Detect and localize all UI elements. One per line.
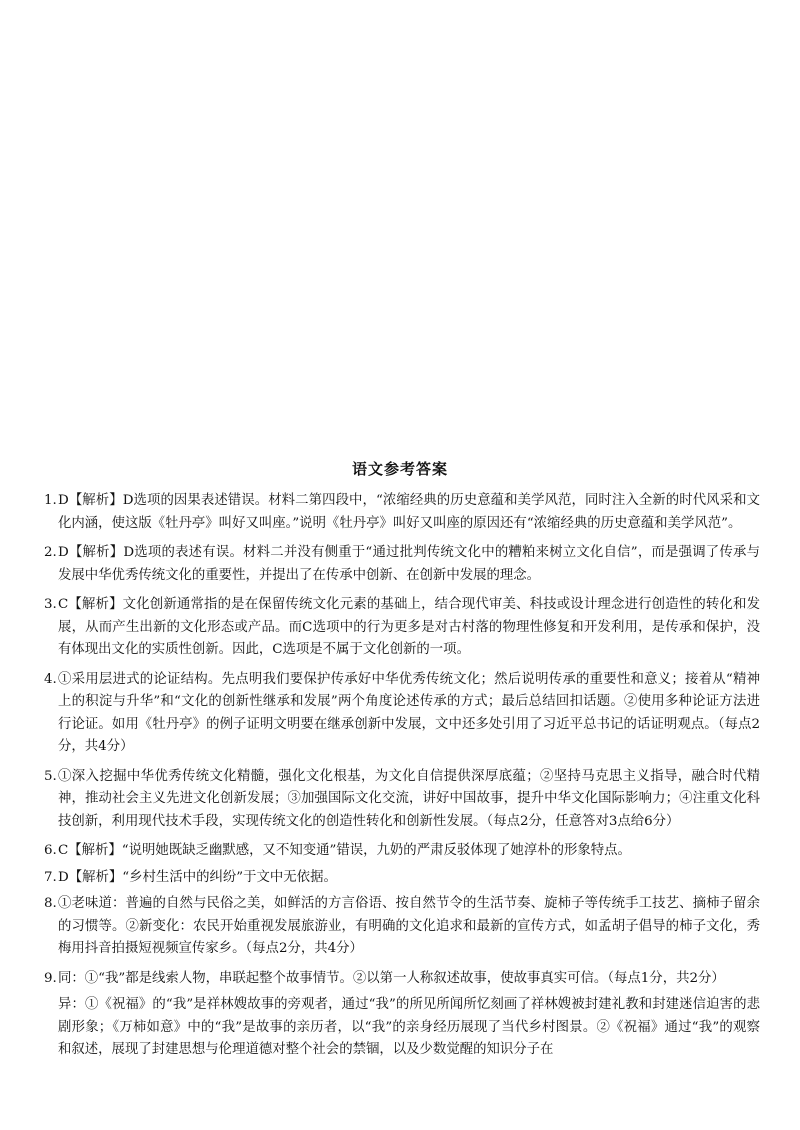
- answer-number: 5.: [44, 768, 57, 784]
- answer-number: 1.: [44, 493, 57, 508]
- answer-text: C【解析】文化创新通常指的是在保留传统文化元素的基础上，结合现代审美、科技或设计理念进行创造性的转化和发展，从而产生出新的文化形态或产品。而C选项中的行为更多是对古村落的物理性修复和开发利用，是传承和保护，没有体现出文化的实质性创新。因此，C选项是不属于文化创新的一项。: [58, 597, 760, 657]
- answer-item-8: [44, 893, 760, 961]
- answer-number: 2.: [44, 545, 57, 560]
- answer-item-4: [44, 669, 760, 759]
- answer-text: D【解析】D选项的表述有误。材料二并没有侧重于“通过批判传统文化中的糟粕来树立文化自信”，而是强调了传承与发展中华优秀传统文化的重要性，并提出了在传承中创新、在创新中发展的理念。: [58, 545, 760, 583]
- answer-text: C【解析】“说明她既缺乏幽默感，又不知变通”错误，九奶的严肃反驳体现了她淳朴的形象特点。: [58, 843, 631, 858]
- answer-item-2: [44, 542, 760, 587]
- answer-item-1: [44, 490, 760, 535]
- page-title: 语文参考答案: [351, 460, 448, 478]
- answer-text: D【解析】“乡村生活中的纠纷”于文中无依据。: [58, 869, 337, 885]
- answer-text: 同：①“我”都是线索人物，串联起整个故事情节。②以第一人称叙述故事，使故事真实可信。（每点1分，共2分）: [58, 970, 725, 986]
- answer-text: ①老味道：普遍的自然与民俗之美，如鲜活的方言俗语、按自然节令的生活节奏、旋柿子等传统手工技艺、摘柿子留余的习惯等。②新变化：农民开始重视发展旅游业，有明确的文化追求和最新的宣传方式，如孟胡子倡导的柿子文化，秀梅用抖音拍摄短视频宣传家乡。（每点2分，共4分）: [58, 896, 760, 956]
- answer-number: 9.: [44, 970, 57, 986]
- answer-text: D【解析】D选项的因果表述错误。材料二第四段中，“浓缩经典的历史意蕴和美学风范，同时注入全新的时代风采和文化内涵，使这版《牡丹亭》叫好又叫座。”说明《牡丹亭》叫好又叫座的原因还有“浓缩经典的历史意蕴和美学风范”。: [58, 493, 760, 531]
- answer-number: 3.: [44, 597, 57, 612]
- answer-list: [44, 490, 760, 1062]
- answer-number: 4.: [44, 671, 57, 687]
- answer-item-7: [44, 867, 760, 890]
- answer-number: 8.: [44, 896, 57, 911]
- answer-number: 7.: [44, 869, 57, 885]
- answer-item-5: [44, 766, 760, 834]
- answer-item-9: [44, 968, 760, 991]
- answer-9-continuation: 异：①《祝福》的“我”是祥林嫂故事的旁观者，通过“我”的所见所闻所忆刻画了祥林嫂被封建礼教和封建迷信迫害的悲剧形象；《万柿如意》中的“我”是故事的亲历者，以“我”的亲身经历展现了当代乡村图景。②《祝福》通过“我”的观察和叙述，展现了封建思想与伦理道德对整个社会的禁锢，以及少数觉醒的知识分子在: [58, 997, 760, 1057]
- answer-number: 6.: [44, 843, 57, 858]
- answer-text: ①深入挖掘中华优秀传统文化精髓，强化文化根基，为文化自信提供深厚底蕴；②坚持马克思主义指导，融合时代精神，推动社会主义先进文化创新发展；③加强国际文化交流，讲好中国故事，提升中华文化国际影响力；④注重文化科技创新，利用现代技术手段，实现传统文化的创造性转化和创新性发展。（每点2分，任意答对3点给6分）: [58, 768, 760, 829]
- answer-item-6: [44, 840, 760, 863]
- answer-text: ①采用层进式的论证结构。先点明我们要保护传承好中华优秀传统文化；然后说明传承的重要性和意义；接着从“精神上的积淀与升华”和“文化的创新性继承和发展”两个角度论述传承的方式；最后总结回扣话题。②使用多种论证方法进行论证。如用《牡丹亭》的例子证明文明要在继承创新中发展，文中还多处引用了习近平总书记的话证明观点。（每点2分，共4分）: [58, 671, 760, 754]
- answer-item-3: [44, 594, 760, 662]
